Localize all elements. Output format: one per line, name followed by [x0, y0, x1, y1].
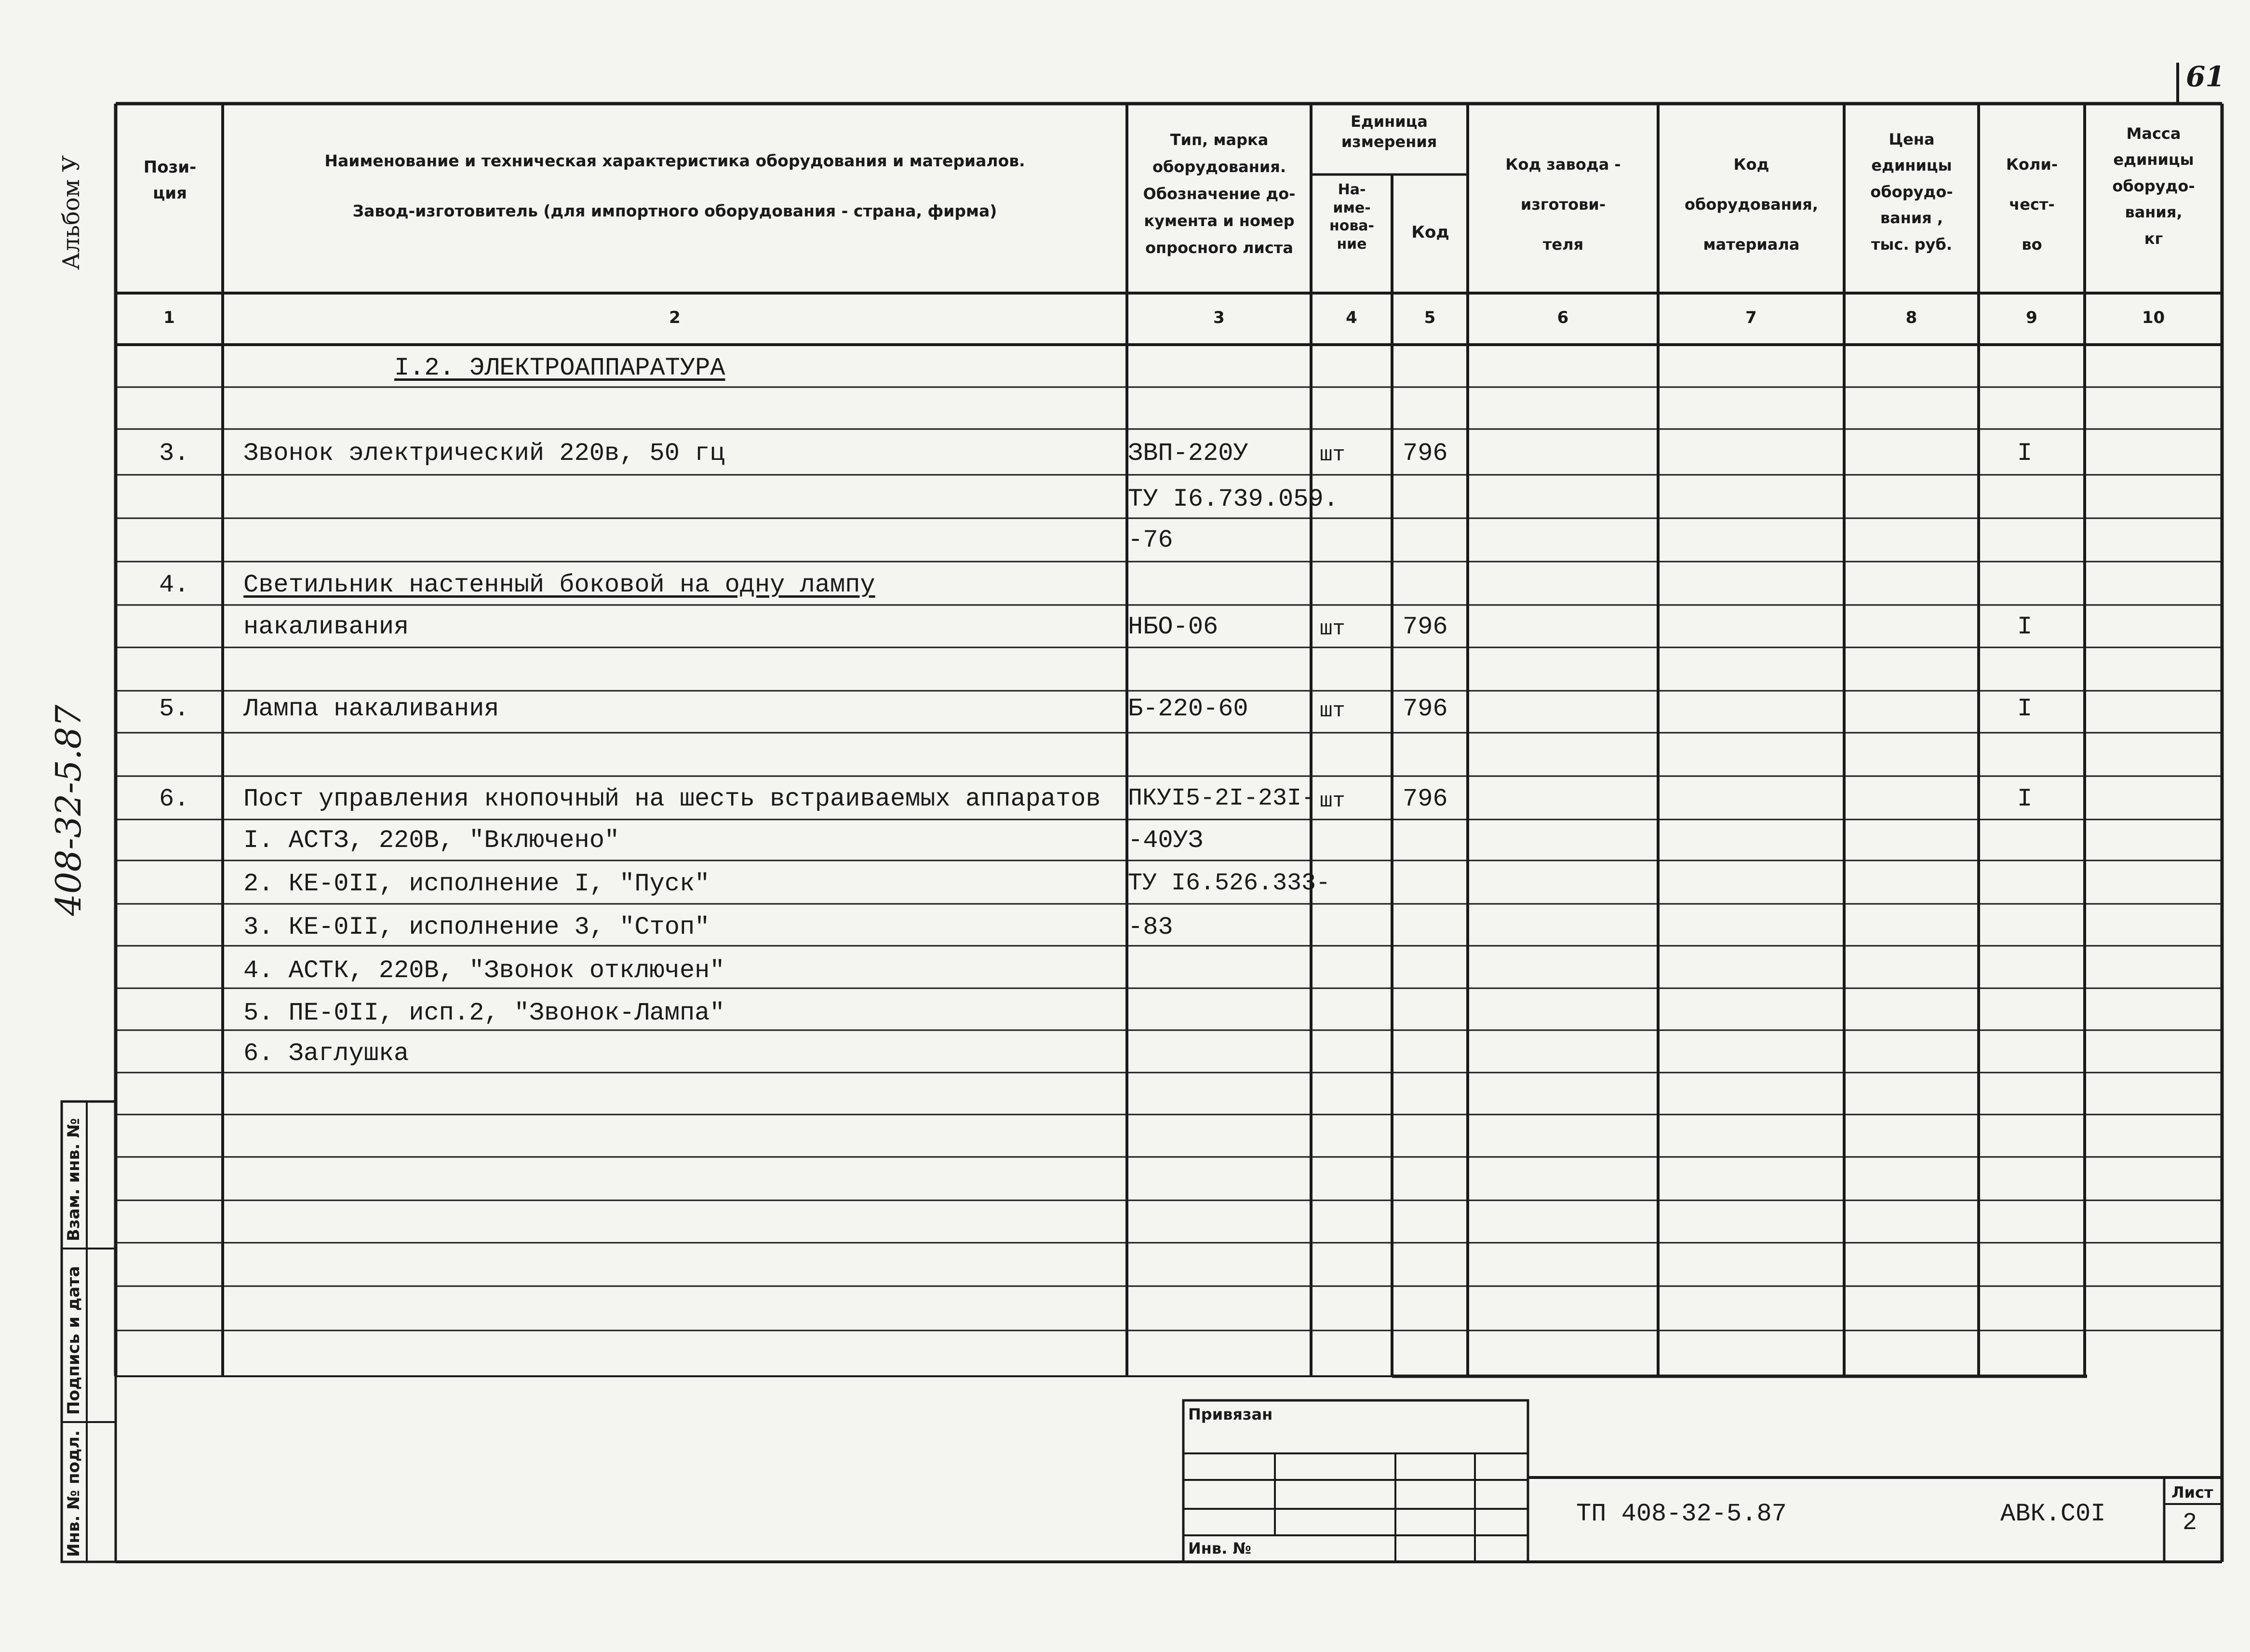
row-unit: шт [1320, 443, 1345, 467]
col-number-7: 7 [1745, 308, 1757, 327]
row-name: 4. АСТК, 220В, "Звонок отключен" [243, 956, 725, 985]
row-name: 5. ПЕ-0II, исп.2, "Звонок-Лампа" [243, 999, 725, 1027]
row-name: 6. Заглушка [243, 1039, 409, 1068]
row-type: ТУ I6.739.059. [1128, 485, 1339, 513]
row-type: НБО-06 [1128, 613, 1219, 641]
row-position: 3. [159, 439, 189, 468]
row-name: накаливания [243, 613, 409, 641]
row-type: -76 [1128, 526, 1173, 554]
row-quantity: I [2017, 613, 2033, 641]
row-type: -40УЗ [1128, 826, 1204, 855]
col-number-8: 8 [1905, 308, 1917, 327]
header-price: Цена единицы оборудо- вания , тыс. руб. [1870, 130, 1953, 254]
row-type: ЗВП-220У [1128, 439, 1248, 468]
header-position: Пози- ция [143, 158, 197, 203]
header-mass: Масса единицы оборудо- вания, кг [2112, 124, 2195, 248]
header-quantity: Коли- чест- во [2006, 155, 2058, 254]
header-factory-code: Код завода - изготови- теля [1505, 155, 1621, 254]
row-name: 3. КЕ-0II, исполнение 3, "Стоп" [243, 913, 710, 941]
header-name-line2: Завод-изготовитель (для импортного оборудования - страна, фирма) [352, 201, 997, 220]
row-name: Звонок электрический 220в, 50 гц [243, 439, 725, 468]
col-number-10: 10 [2142, 308, 2165, 327]
row-position: 4. [159, 571, 189, 599]
row-unit: шт [1320, 699, 1345, 723]
row-type: ПКУI5-2I-23I- [1128, 785, 1316, 812]
inv-podl-label: Инв. № подл. [64, 1430, 83, 1557]
podpis-data-label: Подпись и дата [64, 1266, 83, 1415]
row-type: ТУ I6.526.333- [1128, 870, 1331, 897]
row-name: Лампа накаливания [243, 695, 499, 723]
list-number: 2 [2183, 1509, 2197, 1537]
privyazan-label: Привязан [1188, 1405, 1273, 1424]
header-unit-group: Единица измерения [1341, 112, 1437, 151]
inv-no-label: Инв. № [1188, 1539, 1251, 1558]
row-quantity: I [2017, 439, 2033, 468]
row-name: 2. КЕ-0II, исполнение I, "Пуск" [243, 870, 710, 898]
row-position: 6. [159, 785, 189, 813]
col-number-2: 2 [669, 308, 681, 327]
row-quantity: I [2017, 695, 2033, 723]
col-number-9: 9 [2026, 308, 2037, 327]
row-unit: шт [1320, 789, 1345, 813]
col-number-4: 4 [1346, 308, 1357, 327]
row-quantity: I [2017, 785, 2033, 813]
header-name-line1: Наименование и техническая характеристика оборудования и материалов. [324, 151, 1025, 170]
row-code: 796 [1403, 785, 1448, 813]
row-name: I. АСТЗ, 220В, "Включено" [243, 826, 620, 855]
project-code-handwritten: 408-32-5.87 [48, 704, 89, 916]
header-unit-name: На- име- нова- ние [1329, 181, 1375, 253]
vzam-inv-label: Взам. инв. № [64, 1118, 83, 1241]
document-mark: АВК.С0I [2000, 1500, 2106, 1528]
col-number-3: 3 [1213, 308, 1225, 327]
header-equipment-code: Код оборудования, материала [1685, 155, 1818, 254]
row-type: -83 [1128, 913, 1173, 941]
row-code: 796 [1403, 695, 1448, 723]
section-title: I.2. ЭЛЕКТРОАППАРАТУРА [394, 354, 725, 382]
col-number-1: 1 [163, 308, 175, 327]
list-label: Лист [2171, 1483, 2213, 1502]
row-type: Б-220-60 [1128, 695, 1248, 723]
row-code: 796 [1403, 439, 1448, 468]
sheet-corner-number: 61 [2186, 60, 2225, 93]
row-unit: шт [1320, 617, 1345, 641]
col-number-5: 5 [1424, 308, 1436, 327]
row-name: Светильник настенный боковой на одну лампу [243, 571, 875, 599]
header-type: Тип, марка оборудования. Обозначение до- кумента и номер опросного листа [1143, 131, 1296, 257]
header-unit-code: Код [1411, 223, 1449, 242]
row-position: 5. [159, 695, 189, 723]
document-code: ТП 408-32-5.87 [1576, 1500, 1787, 1528]
col-number-6: 6 [1557, 308, 1569, 327]
row-code: 796 [1403, 613, 1448, 641]
row-name: Пост управления кнопочный на шесть встраиваемых аппаратов [243, 785, 1101, 813]
album-label: Альбом У [58, 155, 85, 270]
